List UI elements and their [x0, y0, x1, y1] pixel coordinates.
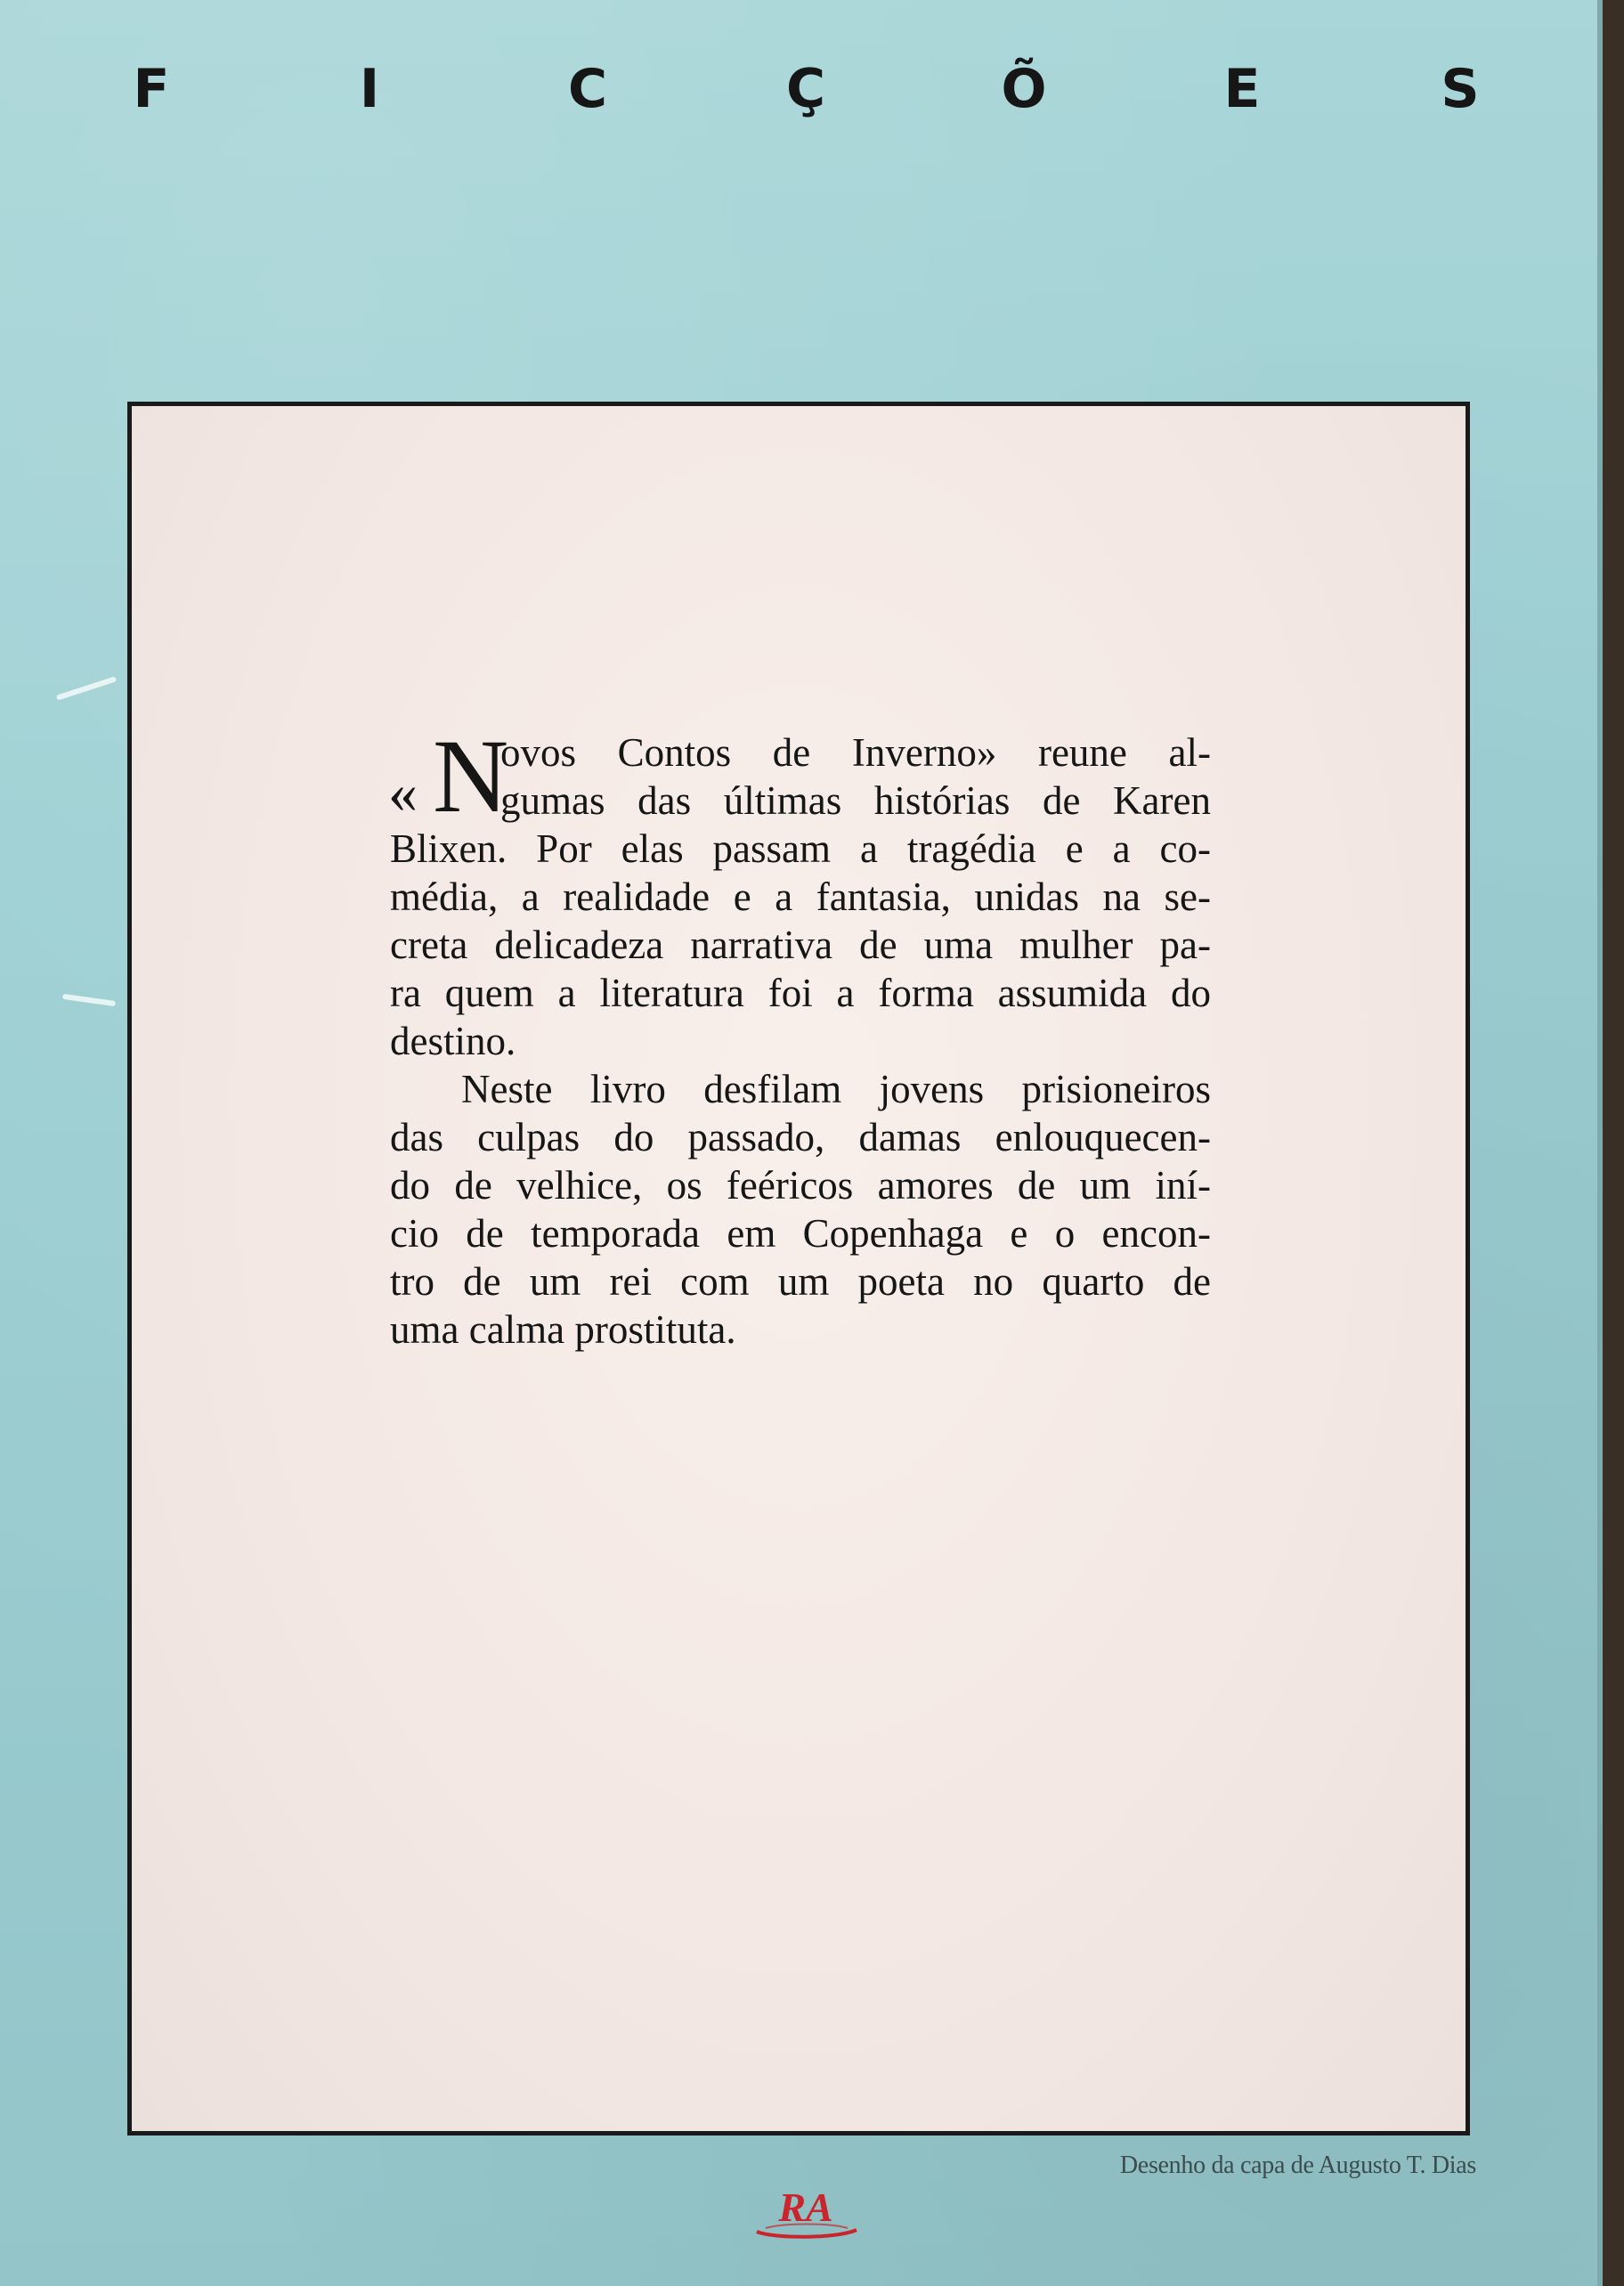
blurb-line: das culpas do passado, damas enlouquecen- [390, 1115, 1211, 1159]
cover-design-credit: Desenho da capa de Augusto T. Dias [1119, 2152, 1476, 2179]
series-letter: C [567, 58, 608, 120]
blurb-line: cio de temporada em Copenhaga e o encon- [390, 1211, 1211, 1256]
cover-wear-mark [62, 994, 116, 1006]
text-panel [127, 402, 1470, 2135]
blurb-line: tro de um rei com um poeta no quarto de [390, 1259, 1211, 1304]
publisher-logo [748, 2176, 864, 2244]
opening-guillemet: « [388, 761, 418, 826]
blurb-line: Blixen. Por elas passam a tragédia e a co- [390, 826, 1211, 871]
publisher-logo-text: RA [778, 2184, 833, 2230]
cover-wear-mark [56, 676, 117, 700]
series-letter: E [1223, 58, 1261, 120]
series-letter: I [359, 58, 380, 120]
blurb-line: ra quem a literatura foi a forma assumida do [390, 971, 1211, 1015]
blurb-line: creta delicadeza narrativa de uma mulher pa- [390, 923, 1211, 967]
book-blurb [388, 718, 1211, 1354]
blurb-line: gumas das últimas histórias de Karen [500, 778, 1211, 823]
series-letter: F [133, 58, 170, 120]
blurb-line: média, a realidade e a fantasia, unidas na se- [390, 875, 1211, 919]
series-title [125, 49, 1487, 129]
series-letter: Ç [785, 58, 826, 120]
blurb-line: destino. [390, 1019, 516, 1063]
blurb-line: ovos Contos de Inverno» reune al- [500, 730, 1211, 775]
series-letter: Õ [1001, 58, 1047, 120]
blurb-opening [388, 718, 1211, 834]
drop-cap: N [433, 718, 509, 834]
blurb-line: Neste livro desfilam jovens prisioneiros [461, 1067, 1211, 1111]
blurb-line: do de velhice, os feéricos amores de um iní- [390, 1163, 1211, 1208]
blurb-line: uma calma prostituta. [390, 1307, 736, 1352]
series-letter: S [1441, 58, 1480, 120]
